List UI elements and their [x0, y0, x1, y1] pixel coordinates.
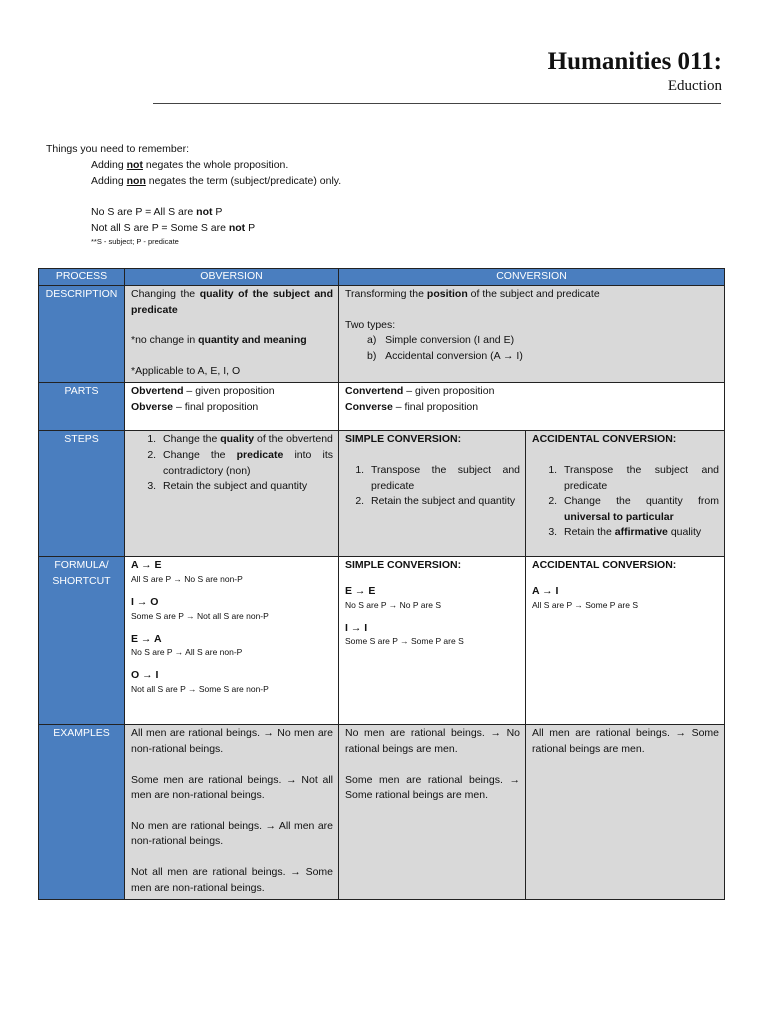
- table-row-examples: [39, 725, 725, 900]
- table-row-formula: [39, 557, 725, 725]
- formula-simple-conversion: SIMPLE CONVERSION: E → E No S are P → No P are S I → I Some S are P → Some P are S: [339, 557, 526, 725]
- examples-obversion: All men are rational beings. → No men are non-rational beings. Some men are rational beings. → Not all men are non-rational beings. No men are rational beings. → All men are non-rational beings. Not all men are rational beings. → Some men are non-rational beings.: [125, 725, 339, 900]
- note-legend: **S - subject; P - predicate: [91, 237, 179, 246]
- description-conversion: Transforming the position of the subject and predicate Two types: a) Simple conversion (I and E) b) Accidental conversion (A → I): [339, 286, 725, 383]
- header-conversion: CONVERSION: [339, 269, 725, 286]
- table-row-description: [39, 286, 725, 383]
- header-process: PROCESS: [39, 269, 125, 286]
- note-line-not: Adding not negates the whole proposition.: [91, 159, 289, 171]
- row-label-examples: EXAMPLES: [39, 725, 125, 900]
- parts-conversion: Convertend – given proposition Converse – final proposition: [339, 383, 725, 431]
- reminder-notes: [46, 141, 341, 247]
- conversion-type-a: a) Simple conversion (I and E): [367, 334, 515, 347]
- table-header-row: [39, 269, 725, 286]
- notes-intro: Things you need to remember:: [46, 143, 189, 155]
- parts-obversion: Obvertend – given proposition Obverse – final proposition: [125, 383, 339, 431]
- examples-simple-conversion: No men are rational beings. → No rational beings are men. Some men are rational beings. → Some rational beings are men.: [339, 725, 526, 900]
- document-title: Humanities 011:: [547, 48, 722, 75]
- note-line-non: Adding non negates the term (subject/predicate) only.: [91, 175, 342, 187]
- conversion-type-b: b) Accidental conversion (A → I): [367, 349, 523, 362]
- note-rule-1: No S are P = All S are not P: [91, 206, 223, 218]
- document-subtitle: Eduction: [667, 78, 722, 94]
- table-row-steps: [39, 431, 725, 557]
- steps-accidental-conversion: ACCIDENTAL CONVERSION: 1. Transpose the subject and predicate 2. Change the quantity from universal to particular 3. Retain the affirmative quality: [526, 431, 725, 557]
- row-label-formula: FORMULA/ SHORTCUT: [39, 557, 125, 725]
- formula-accidental-conversion: ACCIDENTAL CONVERSION: A → I All S are P → Some P are S: [526, 557, 725, 725]
- formula-obversion: A → E All S are P → No S are non-P I → O Some S are P → Not all S are non-P E → A No S are P → All S are non-P O → I Not all S are P → Some S are non-P: [125, 557, 339, 725]
- row-label-steps: STEPS: [39, 431, 125, 557]
- row-label-parts: PARTS: [39, 383, 125, 431]
- table-row-parts: [39, 383, 725, 431]
- eduction-table: [38, 268, 725, 900]
- steps-simple-conversion: SIMPLE CONVERSION: 1. Transpose the subject and predicate 2. Retain the subject and quantity: [339, 431, 526, 557]
- row-label-description: DESCRIPTION: [39, 286, 125, 383]
- examples-accidental-conversion: All men are rational beings. → Some rational beings are men.: [526, 725, 725, 900]
- steps-obversion: 1. Change the quality of the obvertend 2. Change the predicate into its contradictory (non) 3. Retain the subject and quantity: [125, 431, 339, 557]
- description-obversion: Changing the quality of the subject and predicate *no change in quantity and meaning *Applicable to A, E, I, O: [125, 286, 339, 383]
- note-rule-2: Not all S are P = Some S are not P: [91, 222, 256, 234]
- header-divider: [153, 103, 721, 104]
- header-obversion: OBVERSION: [125, 269, 339, 286]
